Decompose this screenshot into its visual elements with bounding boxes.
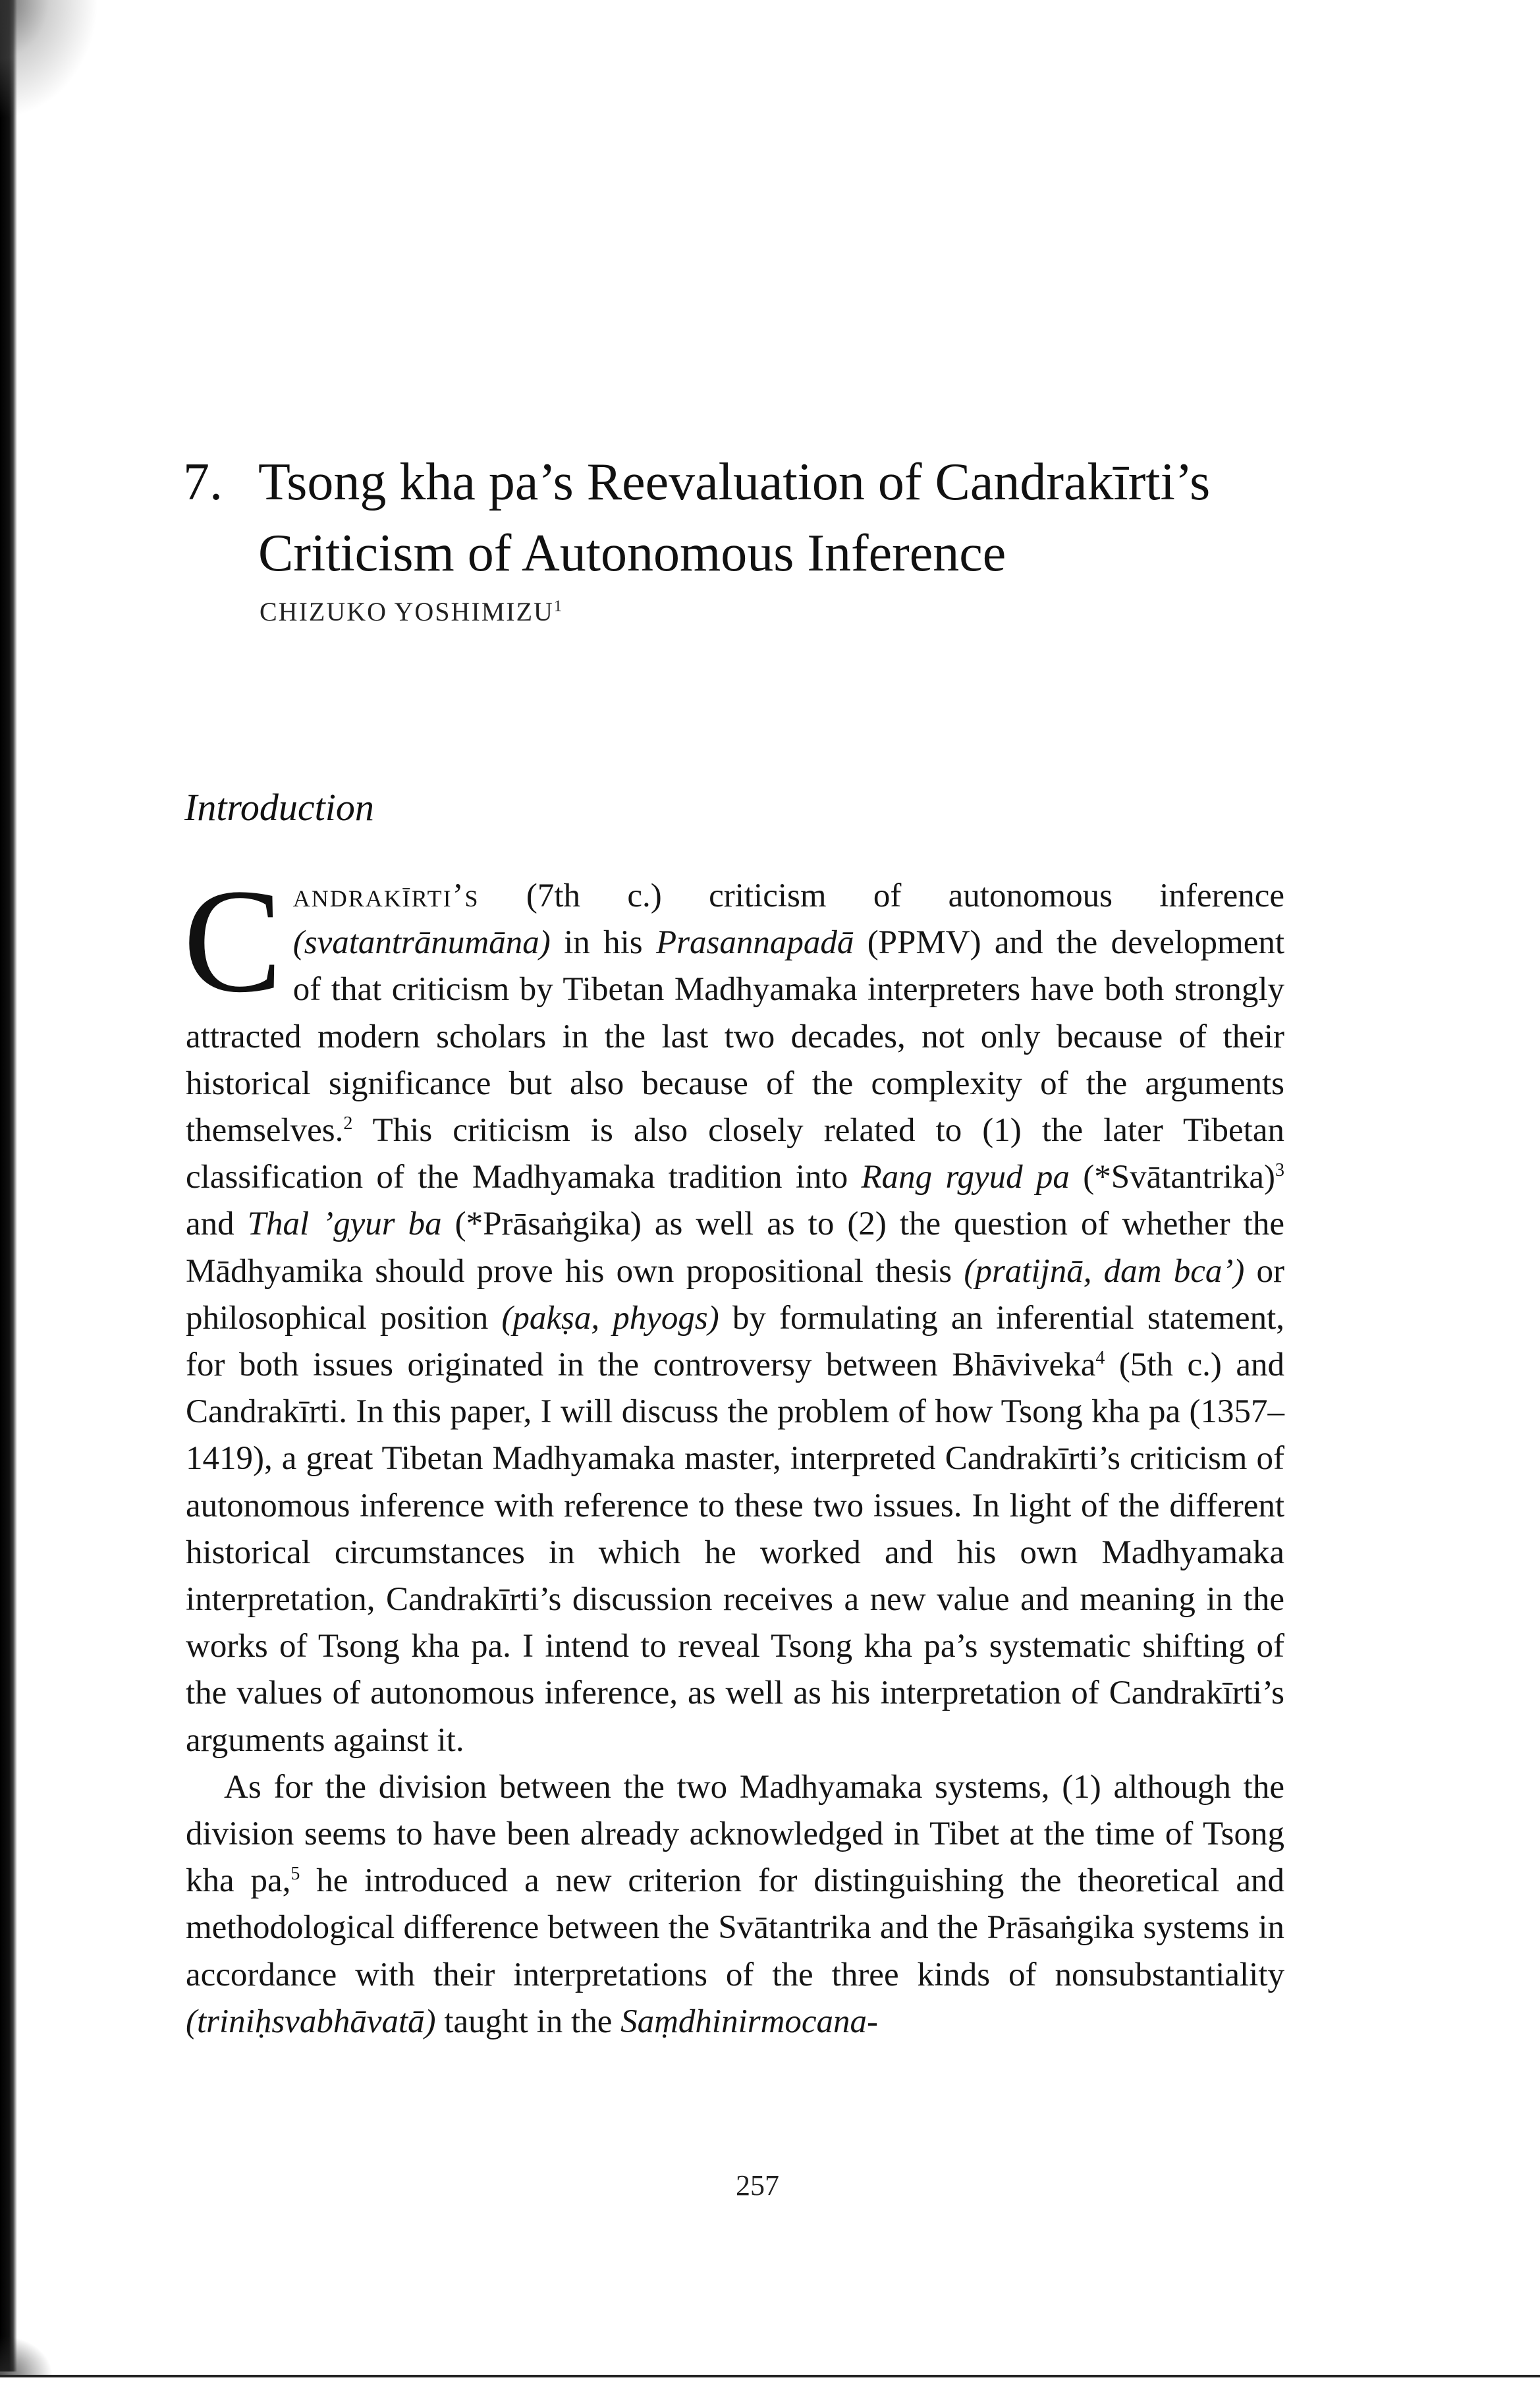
text-run: (5th c.) and Candrakīrti. In this paper, I will discuss the problem of how Tsong kha pa (1357–1419), a great Tibetan Madhyamaka master, interpreted Candrakīrti’s criticism of autonomous inference with reference to these two issues. In light of the different historical circumstances in which he worked and his own Madhyamaka interpretation, Candrakīrti’s discussion receives a new value and meaning in the works of Tsong kha pa. I intend to reveal Tsong kha pa’s systematic shifting of the values of autonomous inference, as well as his interpretation of Candrakīrti’s arguments against it. [186,1346,1284,1759]
author-line [260,596,563,627]
section-heading: Introduction [184,786,374,829]
paragraph-1 [183,858,1285,1764]
text-run: and [186,1206,248,1243]
italic-term: (pratijnā, dam bca’) [964,1252,1245,1290]
text-run: in his [550,924,656,962]
scan-bottom-edge [0,2375,1540,2377]
italic-term: Prasannapadā [655,924,854,962]
chapter-title [258,447,1345,589]
text-run: or philosophical position [186,1252,1285,1337]
text-run: (PPMV) and the development of that criticism by Tibetan Madhyamaka interpreters have both strongly attracted modern scholars in the last two decades, not only because of their historical significance but also because of the complexity of the arguments themselves. [186,924,1285,1150]
author-footnote-ref: 1 [553,597,563,615]
scan-bottom-smudge [0,2335,53,2375]
italic-term: Thal ’gyur ba [247,1206,442,1243]
text-run: (*Svātantrika) [1069,1159,1275,1196]
drop-cap: C [183,858,283,1023]
text-run: he introduced a new criterion for distinguishing the theoretical and methodological difference between the Svātantrika and the Prāsaṅgika systems in accordance with their interpretations of the three kinds of nonsubstantiality [186,1862,1284,1993]
footnote-ref: 5 [290,1864,300,1885]
text-run: This criticism is also closely related to (1) the later Tibetan classification of the Madhyamaka tradition into [186,1112,1284,1196]
scan-binding-shadow [0,0,17,2372]
chapter-title-line-1: Tsong kha pa’s Reevaluation of Candrakīrti’s [258,453,1211,511]
text-run: taught in the [435,2003,621,2040]
body-text [183,858,1285,2045]
text-run: by formulating an inferential statement, for both issues originated in the controversy between Bhāviveka [186,1299,1284,1384]
author-name: CHIZUKO YOSHIMIZU [260,597,554,626]
footnote-ref: 2 [343,1113,353,1134]
page-number: 257 [736,2169,779,2202]
footnote-ref: 4 [1095,1348,1105,1369]
text-run: (*Prāsaṅgika) as well as to (2) the question of whether the Mādhyamika should prove his own propositional thesis [186,1206,1285,1290]
paragraph-2 [186,1764,1284,2045]
italic-term: (triniḥsvabhāvatā) [186,2003,436,2040]
italic-term: (svatantrānumāna) [292,924,551,962]
text-run: (7th c.) criticism of autonomous inference [479,877,1284,914]
chapter-title-line-2: Criticism of Autonomous Inference [258,524,1006,582]
italic-term: (pakṣa, phyogs) [501,1299,719,1337]
text-run: As for the division between the two Madhyamaka systems, (1) although the division seems to have been already acknowledged in Tibet at the time of Tsong kha pa, [186,1768,1284,1900]
footnote-ref: 3 [1275,1160,1284,1181]
scan-corner-shadow [0,0,99,119]
chapter-number: 7. [183,453,223,511]
italic-term: Saṃdhinirmocana- [620,2003,879,2040]
italic-term: Rang rgyud pa [861,1159,1070,1196]
lead-smallcaps: andrakīrti’s [292,877,480,914]
